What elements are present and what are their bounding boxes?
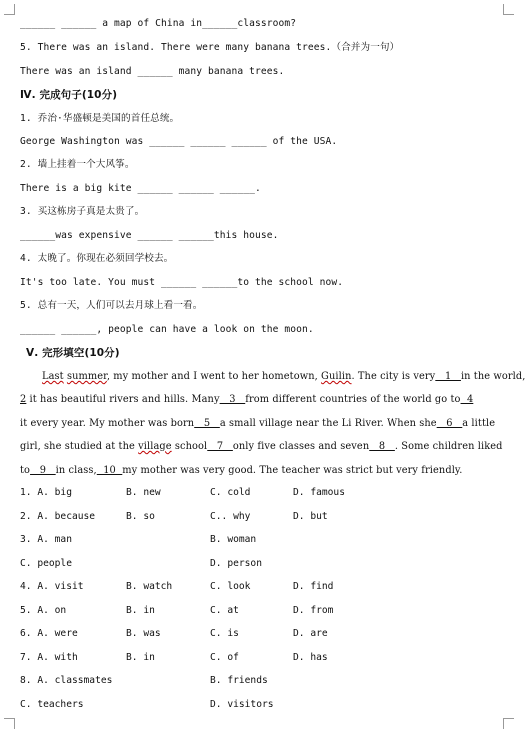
- option-8-2: B. in: [126, 651, 155, 663]
- option-4-1: C. people: [20, 557, 72, 569]
- translate-question-2: 2. 墙上挂着一个大风筝。: [20, 159, 135, 170]
- passage-text: a small village near the Li River. When she: [219, 418, 437, 429]
- option-1-2: B. new: [126, 487, 161, 498]
- cloze-blank-6[interactable]: 6: [436, 418, 463, 429]
- option-5-1: 4. A. visit: [20, 581, 84, 592]
- passage-text: from different countries of the world go to: [245, 394, 461, 405]
- passage-text: , my mother and I went to her hometown,: [106, 371, 322, 382]
- cloze-blank-9[interactable]: 9: [30, 465, 56, 476]
- passage-line-2: [20, 393, 504, 407]
- cloze-blank-3[interactable]: 3: [219, 394, 246, 405]
- passage-word-village: village: [138, 441, 172, 452]
- option-7-4: D. are: [293, 628, 328, 639]
- answer-line-5: There was an island ______ many banana trees.: [20, 66, 285, 77]
- option-9-1: 8. A. classmates: [20, 675, 113, 686]
- translate-question-4: 4. 太晚了。你现在必须回学校去。: [20, 253, 174, 264]
- crop-mark-top-left: [4, 4, 15, 15]
- cloze-blank-4[interactable]: 4: [460, 394, 474, 405]
- passage-text: my mother was very good. The teacher was strict but very friendly.: [122, 465, 463, 476]
- passage-line-1: [42, 370, 525, 384]
- question-line-5: 5. There was an island. There were many banana trees.（合并为一句）: [20, 42, 400, 53]
- option-2-2: B. so: [126, 510, 155, 522]
- option-8-4: D. has: [293, 651, 328, 663]
- option-7-1: 6. A. were: [20, 628, 78, 639]
- translate-answer-2: There is a big kite ______ ______ ______.: [20, 183, 261, 194]
- option-8-3: C. of: [210, 651, 239, 663]
- translate-answer-1: George Washington was ______ ______ ______ of the USA.: [20, 136, 338, 147]
- option-1-1: 1. A. big: [20, 487, 72, 498]
- passage-word-last: Last: [42, 371, 64, 382]
- translate-question-5: 5. 总有一天，人们可以去月球上看一看。: [20, 300, 203, 311]
- passage-text: in class,: [55, 465, 97, 476]
- crop-mark-bottom-left: [4, 718, 15, 729]
- passage-text: girl, she studied at the: [20, 441, 139, 452]
- cloze-blank-10[interactable]: 10: [96, 465, 123, 476]
- passage-text: . Some children liked: [394, 441, 503, 452]
- passage-text: it has beautiful rivers and hills. Many: [26, 394, 220, 405]
- option-7-3: C. is: [210, 628, 239, 639]
- option-3-3: B. woman: [210, 534, 257, 545]
- passage-line-4: [20, 440, 504, 454]
- passage-text: only five classes and seven: [232, 441, 370, 452]
- passage-text: . The city is very: [351, 371, 436, 382]
- option-10-1: C. teachers: [20, 698, 84, 710]
- passage-line-3: [20, 417, 504, 431]
- translate-answer-5: ______ ______, people can have a look on the moon.: [20, 324, 314, 335]
- option-5-3: C. look: [210, 581, 251, 592]
- passage-text: school: [171, 441, 208, 452]
- passage-line-5: [20, 464, 504, 478]
- option-5-2: B. watch: [126, 581, 173, 592]
- option-6-2: B. in: [126, 604, 155, 616]
- option-1-3: C. cold: [210, 487, 251, 498]
- cloze-blank-5[interactable]: 5: [194, 418, 220, 429]
- translate-answer-4: It's too late. You must ______ ______to the school now.: [20, 277, 344, 288]
- option-2-4: D. but: [293, 510, 328, 522]
- option-6-1: 5. A. on: [20, 604, 67, 616]
- option-5-4: D. find: [293, 581, 334, 592]
- translate-answer-3: ______was expensive ______ ______this house.: [20, 230, 279, 241]
- passage-word-summer: summer: [66, 371, 107, 382]
- cloze-blank-1[interactable]: 1: [435, 371, 461, 382]
- option-7-2: B. was: [126, 628, 161, 639]
- translate-question-3: 3. 买这栋房子真是太贵了。: [20, 206, 145, 217]
- translate-question-1: 1. 乔治·华盛顿是美国的首任总统。: [20, 113, 180, 124]
- passage-text: in the world,: [460, 371, 525, 382]
- option-9-3: B. friends: [210, 675, 268, 686]
- option-1-4: D. famous: [293, 487, 345, 498]
- option-8-1: 7. A. with: [20, 651, 78, 663]
- option-3-1: 3. A. man: [20, 534, 72, 545]
- option-10-3: D. visitors: [210, 698, 274, 710]
- option-4-3: D. person: [210, 557, 262, 569]
- sentence-line-l1: ______ ______ a map of China in______classroom?: [20, 18, 297, 29]
- section-heading-v: Ⅴ. 完形填空(10分): [26, 347, 120, 359]
- passage-word-guilin: Guilin: [321, 371, 352, 382]
- crop-mark-top-right: [503, 4, 514, 15]
- cloze-blank-2[interactable]: 2: [20, 394, 27, 405]
- crop-mark-bottom-right: [503, 718, 514, 729]
- passage-text: a little: [462, 418, 496, 429]
- passage-text: to: [20, 465, 31, 476]
- option-2-1: 2. A. because: [20, 510, 96, 522]
- passage-text: it every year. My mother was born: [20, 418, 195, 429]
- option-2-3: C.. why: [210, 510, 251, 522]
- option-6-3: C. at: [210, 604, 239, 616]
- option-6-4: D. from: [293, 604, 334, 616]
- cloze-blank-7[interactable]: 7: [207, 441, 233, 452]
- section-heading-iv: Ⅳ. 完成句子(10分): [20, 89, 118, 101]
- cloze-blank-8[interactable]: 8: [369, 441, 395, 452]
